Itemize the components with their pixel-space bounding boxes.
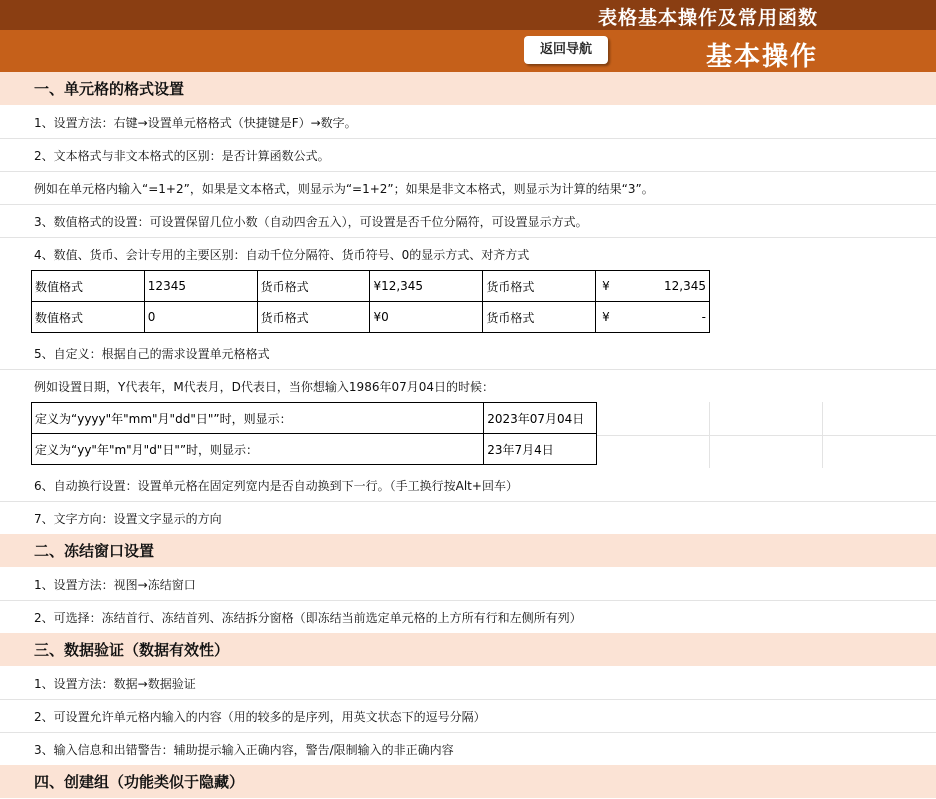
section-header [0, 633, 936, 666]
table-row [32, 302, 710, 333]
table-cell[interactable]: 23年7月4日 [484, 434, 597, 465]
table-cell[interactable]: 定义为“yy"年"m"月"d"日"”时，则显示： [32, 434, 484, 465]
list-item: 例如在单元格内输入“=1+2”，如果是文本格式，则显示为“=1+2”；如果是非文本格式，则显示为计算的结果“3”。 [34, 182, 654, 196]
title-bar [0, 0, 936, 30]
table-row [32, 434, 597, 465]
section-title: 二、冻结窗口设置 [34, 542, 155, 560]
table-row [32, 271, 710, 302]
table-cell[interactable]: 货币格式 [257, 271, 370, 302]
list-item: 1、设置方法：右键→设置单元格格式（快捷键是F）→数字。 [34, 116, 357, 130]
table-cell[interactable]: 货币格式 [257, 302, 370, 333]
list-item: 1、设置方法：数据→数据验证 [34, 677, 196, 691]
table-cell[interactable] [596, 302, 710, 333]
date-format-table [31, 402, 597, 465]
table-cell[interactable]: 货币格式 [483, 271, 596, 302]
list-item: 2、可设置允许单元格内输入的内容（用的较多的是序列，用英文状态下的逗号分隔） [34, 710, 486, 724]
table-cell[interactable]: 货币格式 [483, 302, 596, 333]
table-cell[interactable] [596, 271, 710, 302]
table-cell[interactable]: 2023年07月04日 [484, 403, 597, 434]
list-item: 2、可选择：冻结首行、冻结首列、冻结拆分窗格（即冻结当前选定单元格的上方所有行和左侧所有列） [34, 611, 582, 625]
table-cell[interactable]: 数值格式 [32, 302, 145, 333]
list-item: 例如设置日期，Y代表年，M代表月，D代表日，当你想输入1986年07月04日的时候： [34, 380, 495, 394]
list-item: 6、自动换行设置：设置单元格在固定列宽内是否自动换到下一行。（手工换行按Alt+回车） [34, 479, 518, 493]
section-header [0, 72, 936, 105]
table-cell[interactable]: 0 [144, 302, 257, 333]
section-title: 一、单元格的格式设置 [34, 80, 185, 98]
page-subtitle: 基本操作 [705, 42, 818, 72]
accounting-value: - [701, 310, 706, 324]
list-item: 3、数值格式的设置：可设置保留几位小数（自动四舍五入），可设置是否千位分隔符，可设置显示方式。 [34, 215, 588, 229]
list-item: 3、输入信息和出错警告：辅助提示输入正确内容，警告/限制输入的非正确内容 [34, 743, 454, 757]
section-title: 四、创建组（功能类似于隐藏） [34, 773, 245, 791]
section-header [0, 765, 936, 798]
list-item: 7、文字方向：设置文字显示的方向 [34, 512, 222, 526]
table-cell[interactable]: 12345 [144, 271, 257, 302]
section-header [0, 534, 936, 567]
list-item: 4、数值、货币、会计专用的主要区别：自动千位分隔符、货币符号、0的显示方式、对齐方式 [34, 248, 530, 262]
table-cell[interactable]: 定义为“yyyy"年"mm"月"dd"日"”时，则显示： [32, 403, 484, 434]
table-cell[interactable]: ¥12,345 [370, 271, 483, 302]
section-title: 三、数据验证（数据有效性） [34, 641, 230, 659]
currency-symbol: ¥ [602, 279, 610, 293]
table-cell[interactable]: 数值格式 [32, 271, 145, 302]
table-cell[interactable]: ¥0 [370, 302, 483, 333]
table-row [32, 403, 597, 434]
accounting-value: 12,345 [664, 279, 706, 293]
back-to-nav-button[interactable]: 返回导航 [524, 36, 608, 64]
list-item: 2、文本格式与非文本格式的区别：是否计算函数公式。 [34, 149, 330, 163]
page-title: 表格基本操作及常用函数 [597, 7, 818, 29]
list-item: 1、设置方法：视图→冻结窗口 [34, 578, 196, 592]
format-comparison-table [31, 270, 710, 333]
list-item: 5、自定义：根据自己的需求设置单元格格式 [34, 347, 270, 361]
currency-symbol: ¥ [602, 310, 610, 324]
